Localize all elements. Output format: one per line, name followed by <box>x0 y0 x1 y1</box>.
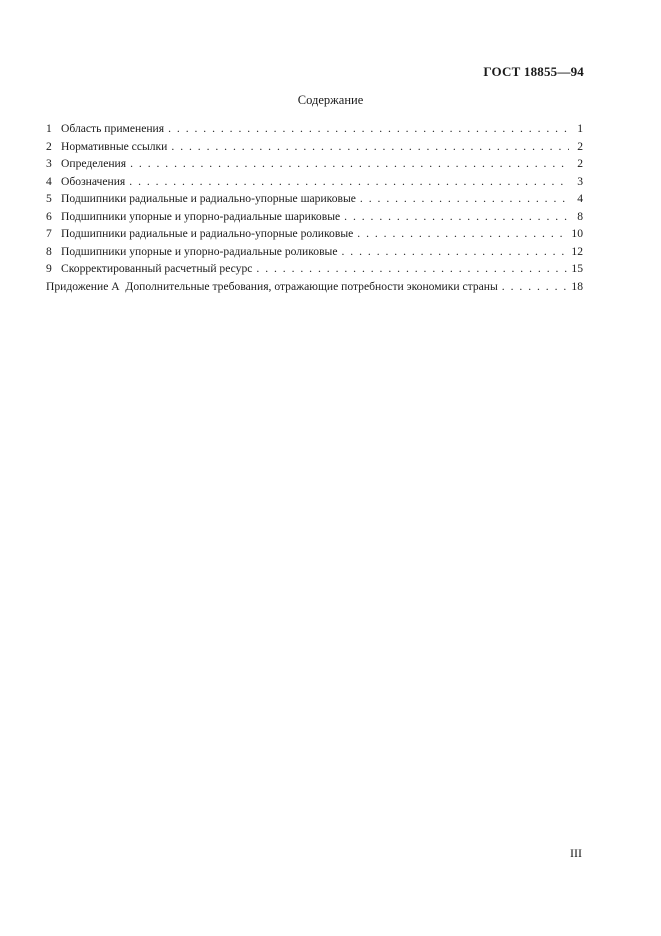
toc-leader-dots <box>502 278 568 296</box>
toc-leader-dots <box>129 173 569 191</box>
toc-item-label: Обозначения <box>61 174 126 188</box>
toc-item-label: Скорректированный расчетный ресурс <box>61 262 253 275</box>
toc-item-number: 4 <box>46 174 52 188</box>
toc-item[interactable] <box>46 138 583 156</box>
toc-leader-dots <box>171 138 569 156</box>
toc-leader-dots <box>256 260 567 278</box>
document-code: ГОСТ 18855—94 <box>483 64 584 79</box>
toc-item-label: Подшипники упорные и упорно-радиальные шариковые <box>61 209 341 223</box>
table-of-contents <box>46 120 583 295</box>
toc-item-number: 1 <box>46 122 52 135</box>
toc-item-page: 12 <box>571 244 583 258</box>
toc-item-page: 10 <box>571 227 583 240</box>
toc-item-label: Область применения <box>61 122 165 135</box>
toc-item-label: Подшипники радиальные и радиально-упорные шариковые <box>61 192 356 205</box>
toc-item-label: Нормативные ссылки <box>61 139 168 153</box>
toc-item-appendix[interactable] <box>46 278 583 296</box>
toc-item-number: 9 <box>46 262 52 275</box>
toc-title: Содержание <box>297 93 364 107</box>
toc-item-page: 8 <box>577 209 583 223</box>
toc-item[interactable] <box>46 173 583 191</box>
toc-item-number: 2 <box>46 139 52 153</box>
toc-item-number: 3 <box>46 157 52 170</box>
toc-item[interactable] <box>46 155 583 173</box>
toc-item-page: 1 <box>577 122 583 135</box>
toc-item[interactable] <box>46 190 583 208</box>
toc-leader-dots <box>168 120 569 138</box>
toc-item-number: 8 <box>46 244 52 258</box>
toc-leader-dots <box>357 225 567 243</box>
toc-item[interactable] <box>46 120 583 138</box>
toc-item-number: 5 <box>46 192 52 205</box>
toc-item-label: Придожение А Дополнительные требования, отражающие потребности экономики страны <box>46 279 498 293</box>
toc-item-page: 2 <box>577 139 583 153</box>
toc-item-page: 4 <box>577 192 583 205</box>
toc-leader-dots <box>360 190 569 208</box>
toc-item-label: Подшипники радиальные и радиально-упорные роликовые <box>61 227 354 240</box>
toc-item[interactable] <box>46 208 583 226</box>
toc-item-page: 15 <box>571 262 583 275</box>
toc-item-page: 3 <box>577 174 583 188</box>
toc-leader-dots <box>344 208 569 226</box>
page-number: III <box>570 846 582 860</box>
toc-item-number: 6 <box>46 209 52 223</box>
toc-item[interactable] <box>46 260 583 278</box>
toc-item-label: Подшипники упорные и упорно-радиальные роликовые <box>61 244 338 258</box>
toc-item-number: 7 <box>46 227 52 240</box>
toc-item[interactable] <box>46 225 583 243</box>
toc-item-page: 18 <box>571 279 583 293</box>
toc-leader-dots <box>130 155 569 173</box>
toc-leader-dots <box>342 243 568 261</box>
toc-item[interactable] <box>46 243 583 261</box>
toc-item-page: 2 <box>577 157 583 170</box>
toc-item-label: Определения <box>61 157 127 170</box>
